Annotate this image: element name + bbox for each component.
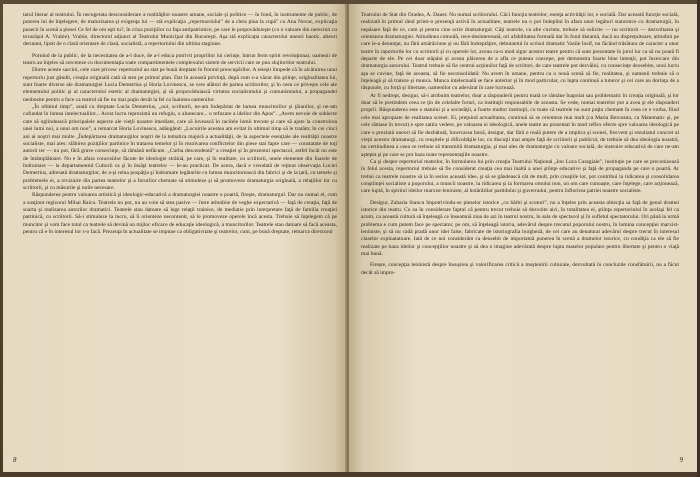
right-page-text (361, 12, 679, 277)
left-page-text (23, 12, 337, 236)
paragraph: Ca şi despre repertoriul teatrelor, în formularea lui prin creaţia Teatrului Naţional „Ion Luca Caragiale”, instituţie pe care se preconizează în felul acesta, repertoriul trebuie să fie considerat creaţia cea mai înaltă a unei ştiinţe educative şi faţă de propaganda pe care o poartă. Ar trebui ca teatrele noastre să ia în serios această idee, şi să se gândească cât de mult, prin creaţiile lor, pot contribui la ridicarea şi consolidarea conştiinţei socialiste a poporului, a muncii noastre, la ridicarea şi la formarea omului nou, un om care cunoaşte, care înţelege, care acţionează, care luptă, în spiritul ideilor marxist-leniniste, al hotărârilor partidului şi guvernului, pentru înflorirea patriei noastre socialiste. (361, 158, 679, 195)
page-number-right: 9 (679, 456, 683, 464)
paragraph: „În ultimul timp”, arată cu dreptate Lucia Demetrius, „noi, scriitorii, ne-am îndepărtat de lumea muncitorilor şi ţăranilor, şi ne-am cufundat în lumea intelectualilor... Acest lucru reprezintă un refugiu, o alunecare... o refuzare a ideilor din Apus”. „Avem nevoie de subiecte care să oglindească principalele aspecte ale vieţii noastre imediate, care să lovească în racilele lumii trecute şi care să ajute la construirea unei lumi noi, a unui om nou”, a remarcat Horia Lovinescu, adăugând: „Locuirile acestea am evitat în ultimul timp să le tratăm; în cei cinci ani ai noştri mai multe „Îndepărtarea dramaturgilor noştri de la tematica majoră a actualităţii, de la aspectele esenţiale ale realităţii noastre socialiste, mai ales: slăbirea poziţiilor partinice în tratarea temelor şi în rezolvarea conflictelor din piese stai fapte care — constatate de toţi autorii ter — nu pot, fără grave consecinţe, să rămână nefăcute. „Curba descendentă” a creaţiei şi în prezentul spectacol, astfel încât nu este de întâmplătoare. Nu e în afara concesiilor făcute de ideologie străină, pe care, şi în realitate, cu scriitorii, unele elemente din foarele de îndrumare — la departamentul Culturii ca şi în însăşi teatrelor — le-au practicat. De acera, dacă e vreodată de reţinut observaţia Luciei Demetrius, adresată dramaturgilor, de a-şi relua pospăţia şi îndrumare legăturile cu lumea muncitorească din fabrici şi de la ţară, cu temele şi problemele ei, a revizuire din partea teatrelor şi a forurilor chemate să stimuleze şi să promoveze dramaturgia originală, a relaţiilor lor cu scriitorii, şi cu măsurile şi noile necesare. (23, 104, 337, 191)
paragraph: Dintre aceste sarcini, cele care privesc repertoriul au stat pe bună dreptate în frontul preocupărilor. A reieşit limpede că în alcătuirea unui repertoriu just gândit, creaţia originală cată să stea pe primul plan. Dar în această privinţă, după cum s-a văzut din ştiinţe, originalitatea lui, sunt foarte diverse ale dramaturgiei Lucia Demetrius şi Horia Lovinescu, se cere alături de partea scriitorilor, şi în ceea ce priveşte cele ale elementului politic şi al caracterului estetic al dramaturgiei, şi să propovăduiască virtutea socialismului şi comunismului, a propagandei neobosite pentru a face ca teatrul să fie nu mai puţin decât la fel ca înaintea oamenilor. (23, 67, 337, 103)
right-page (349, 4, 697, 472)
paragraph: Pornind de la public, de la necesitatea de a-l duce, de a-l educa potrivit propriilor lui cerinţe, întrun ferm spirit revoluţionar, oamenii de teatru au înţeles să cerceteze cu documentaţia toate compartimentele complexului sistem de servicii care se pun slujitorilor teatrului. (23, 52, 337, 67)
paragraph: Ar fi nedrept, desigur, să-i atribuim teatrelor, doar a răspunderii pentru toată ce rămâne înapoiat sau problematic în creaţia originală, şi lor doar să le pretindem ceea ce ţin de celelalte foruri, ca instituţii responsabile de aceasta. Se vede, numai teatrelor pot a avea şi ele răspunderi proprii. Răspunderea este a statului şi a societăţii, a foarte multor instituţii, cu toate că teatrele nu sunt puţin chemate în ceea ce e vorba, fiind cele mai apropiate de realitatea scenei. Ei, preţuind actualitatea, continuă să se orienteze mai mult (ca Maria Berceanu, ca Matematic şi, pe cele rămase în trecut) e spre satira vedere, pe valoarea ei ideologică, unele teatre au prezentat în mod reflex efecte spre valoarea ideologică pe care o prezintă uneori să fie dezbătută, încercarea bună, desigur, dar fără o reală putere de a implica şi scenei, frecvent şi rezultatul concret al vieţii acestor dramaturgi, cu reuşitele şi dificultăţile lor, cu discuţii mai ample faţă de scriitorii şi publicul, de trebuie să dea ideologia noastră, nu certitudinea a ceea ce trebuie să transmită dramaturgia, şi mai ales de dramaturgie cu valoare socială, de instruire educativă de care ne-am aştepta şi pe care se pot baza toate reprezentaţiile noastre. (361, 92, 679, 158)
paragraph: Desigur, Zaharia Stancu împotrivindu-se pieselor istorice „cu bărbi şi scuturi”, nu a înţeles prin aceasta obiecţia sa faţă de genul dramei istorice din teatru. Cu ea în considerare faptul că pentru trecut trebuie să dezvolte aici, în totalitatea ei, ştiinţa repertoriului în acelaşi fel ca acum, ca această cultură să înţeleagă ce înseamnă ziua de azi în teatrul nostru, în sala de spectacol şi în sufletul spectatorului. Ori până la urmă problema e cum putem face pe spectator, pe om, să înţeleagă istoria, adevărul despre trecutul poporului nostru, în lumina concepţiei marxist-leniniste, şi să nu cadă pradă unor idei false, fabricate de istoriografia burgheză, de cei care au denaturat adevărul despre trecut în interesul claselor exploatatoare. Iată de ce noi considerăm ca deosebit de importantă punerea în scenă a dramelor istorice, cu condiţia ca ele să fie realizate pe baza ideilor şi concepţiilor noastre şi să dea o imagine adevărată despre lupta maselor populare pentru libertate şi pentru o viaţă mai bună. (361, 199, 679, 257)
paragraph: Teatrului de Stat din Oradea, A. Dauer. Nu numai scriitorului. Căci funcţia teatrelor, esenţa activităţii lor, e socială. Dar această funcţie socială, realizată în primul rând printr-o prezenţă activă în actualitate, teatrele nu o pot îndeplini în afara unor legături statornice cu dramaturgii, în nepăsare faţă de ce, cum şi pentru cine scrie dramaturgul. Câţi teatrele, cu alte cuvinte, trebuie să solicite — nu scriitorii — dezvoltarea şi orientarea dramaturgiei. Atitudinea comodă, rece-desinteresată, ori afabilitatea formală dar în fond distantă, dacă nu dispreţuitoare, atitudini pe care le-a denunţat, nu fără amărăciune şi nu fără îndreptăţire, debutantul în scrisul dramatic Vasile Iosif, nu făcând trăsătura de caracter a unor teatre în raporturile lor cu scriitorii şi cu operele lor, aveau ca-n mod sigur acestor teatre pentru că sunt prezentate în jurul lor ca să nu poată fi departe de ele. Pe cei doar stăpâni şi aveau plăcerea de a afla ce puteau concepe, pot demonstra foarte bine intenţii, pot încercare din dramaturgia autorului. Teatrul trebuie să fie centrul acţiunilor faţă de scriitori, de care teatrele pot dezvălui, cu consecinţe deosebite, unui lucru aşa se cuvine, faţă de aceasta, să fie neconsolidată: Nu avem în umane, pentru ca o nouă scenă să fie, realitatea, şi oamenii trebuie să o înţeleagă şi să trateze şi munca. Munca intelectuală se face anterior şi în mod particular, cu lupta continuă a tuturor şi cei care au dorinţa de a răspunde, cu forţă şi libertate, oamenilor cu adevărat în care lucrează. (361, 12, 679, 92)
paragraph: Răspunderea pentru valoarea artistică şi ideologic-educativă a dramaturgiei noastre o poartă, fireşte, dramaturgul. Dar nu numai el, cum a susţinut regizorul Mihai Raicu. Teatrele nu pot, nu au voie să stea pasive — între atitudine de veghe expectativă — faţă de creaţia, faţă de soarta şi realizarea autorilor dramatici. Teatrele stau datoare să lege relaţii trainice, de mediatie prin interpretare faţă de familia creaţiei partinică, cu scriitorii. Să-i stimuleze la lucru, să îi orienteze necontenit, să le promoveze operele încă acesta. Trebuie să înţelegem că pe muncitor şi vom face totul ca teatrele să devină un mijloc eficace de educaţie ideologică, a muncitorilor. Teatrele stau datoare să facă aceasta, pentru că e în interesul lor s-o facă. Prezenţa în actualitate se impune ca obligativitate şi teatrelor, cum, pe bună dreptate, remarca directorul (23, 192, 337, 235)
left-page (3, 4, 347, 472)
paragraph: Fireşte, concepţia leninistă despre însuşirea şi valorificarea critică a moştenirii culturale, dezvoltată în concluzile consfătuirii, nu a făcut decât să impro- (361, 262, 679, 276)
page-number-left: 8 (13, 456, 17, 464)
paragraph: tarul literar al teatrului. În necugetata desconsiderare a realităţilor noastre arnane, sociale şi politice — în fond, în instrumente de public, de puterea lui de înţelegere, de maturizarea şi exigenţa lui — stă explicaţia „repertuoriului” de a clera piua la cupă” cu Ana Novac, explicaţia pusecii în scenă a piesei Ce fel de om eşti tu?, în criza poziţiilor cu faţa antipatriotice, pe care le propovăduieşte (cu o valoare din nerecinit cu tovarăşul A. Vrabie). Vrabie, directorul adjunct al Teatrului Municipal din Bucureşti. Aşa stă explicaţia caracterului uneori haotic, alteori derutant, lipsit de o clară orientare de clasă, socialistă, a repertoriului din ultima stagiune. (23, 12, 337, 48)
